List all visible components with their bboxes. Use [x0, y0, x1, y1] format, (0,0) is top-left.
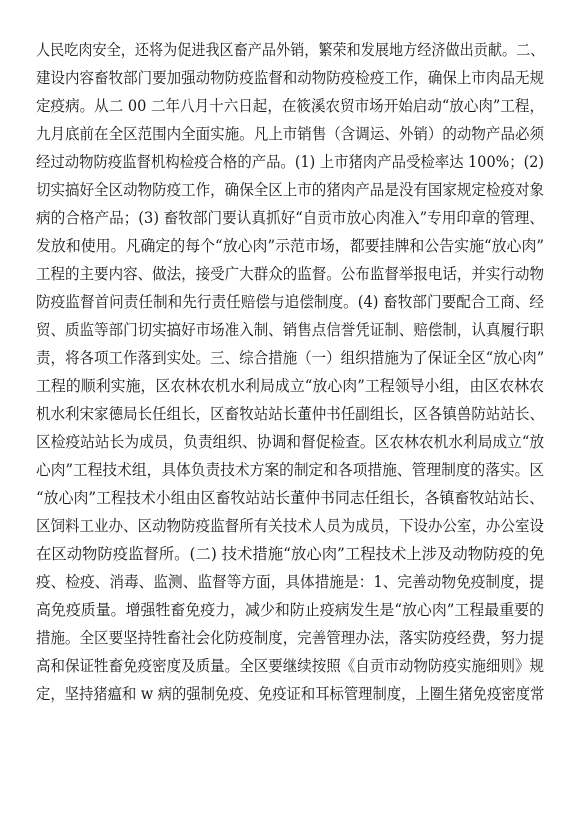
text-line: 区检疫站站长为成员，负责组织、协调和督促检查。区农林农机水利局成立“放: [36, 433, 545, 451]
text-line: 工程的顺利实施，区农林农机水利局成立“放心肉”工程领导小组，由区农林农: [36, 377, 545, 395]
body-text: [36, 36, 544, 708]
text-line: 定，坚持猪瘟和 w 病的强制免疫、免疫证和耳标管理制度，上圈生猪免疫密度常: [36, 685, 545, 703]
text-line: 病的合格产品；(3) 畜牧部门要认真抓好“自贡市放心肉准入”专用印章的管理、: [36, 209, 545, 227]
text-line: 工程的主要内容、做法，接受广大群众的监督。公布监督举报电话，并实行动物: [36, 265, 544, 283]
text-line: 贸、质监等部门切实搞好市场准入制、销售点信誉凭证制、赔偿制，认真履行职: [36, 321, 544, 339]
text-line: 疫、检疫、消毒、监测、监督等方面，具体措施是：1、完善动物免疫制度，提: [36, 573, 545, 591]
text-line: 高和保证牲畜免疫密度及质量。全区要继续按照《自贡市动物防疫实施细则》规: [36, 657, 544, 675]
text-line: 经过动物防疫监督机构检疫合格的产品。(1) 上市猪肉产品受检率达 100%；(2): [36, 153, 545, 171]
text-line: 定疫病。从二 00 二年八月十六日起，在筱溪农贸市场开始启动“放心肉”工程，: [36, 97, 544, 115]
text-line: 防疫监督首问责任制和先行责任赔偿与追偿制度。(4) 畜牧部门要配合工商、经: [36, 293, 545, 311]
text-line: 切实搞好全区动物防疫工作，确保全区上市的猪肉产品是没有国家规定检疫对象: [36, 181, 544, 199]
text-line: 人民吃肉安全，还将为促进我区畜产品外销，繁荣和发展地方经济做出贡献。二、: [36, 41, 545, 59]
text-line: 九月底前在全区范围内全面实施。凡上市销售（含调运、外销）的动物产品必须: [36, 125, 544, 143]
text-line: 区饲料工业办、区动物防疫监督所有关技术人员为成员，下设办公室，办公室设: [36, 517, 544, 535]
text-line: 措施。全区要坚持牲畜社会化防疫制度，完善管理办法，落实防疫经费，努力提: [36, 629, 544, 647]
text-line: 心肉”工程技术组，具体负责技术方案的制定和各项措施、管理制度的落实。区: [36, 461, 545, 479]
text-line: 在区动物防疫监督所。(二) 技术措施“放心肉”工程技术上涉及动物防疫的免: [36, 545, 545, 563]
text-line: 建设内容畜牧部门要加强动物防疫监督和动物防疫检疫工作，确保上市肉品无规: [36, 69, 544, 87]
text-line: 高免疫质量。增强牲畜免疫力，减少和防止疫病发生是“放心肉”工程最重要的: [36, 601, 545, 619]
text-line: 责，将各项工作落到实处。三、综合措施（一）组织措施为了保证全区“放心肉”: [36, 349, 545, 367]
text-line: “放心肉”工程技术小组由区畜牧站站长董仲书同志任组长，各镇畜牧站站长、: [36, 489, 545, 507]
text-line: 机水利宋家德局长任组长，区畜牧站站长董仲书任副组长，区各镇兽防站站长、: [36, 405, 544, 423]
text-line: 发放和使用。凡确定的每个“放心肉”示范市场，都要挂牌和公告实施“放心肉”: [36, 237, 545, 255]
